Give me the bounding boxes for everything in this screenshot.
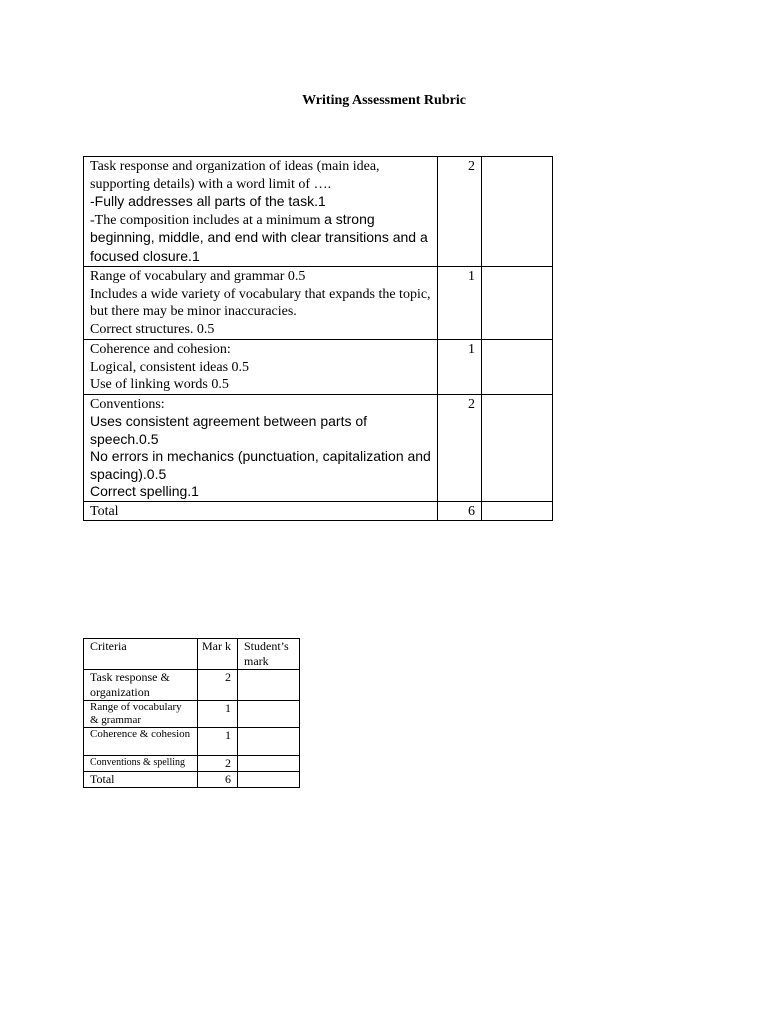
total-row: [84, 501, 553, 521]
criterion-detail-part: -The composition includes at a minimum: [90, 212, 321, 228]
criterion-detail: Correct spelling.1: [90, 483, 199, 499]
criterion-heading: Range of vocabulary and grammar 0.5: [90, 269, 306, 284]
mark-cell: 1: [438, 267, 482, 340]
summary-header-row: [84, 639, 300, 670]
student-mark-cell[interactable]: [482, 267, 553, 340]
table-row: [84, 340, 553, 395]
criterion-detail: [90, 211, 431, 267]
student-mark-header: Student’s mark: [238, 639, 300, 670]
criterion-cell: [84, 340, 438, 395]
student-mark-cell[interactable]: [238, 756, 300, 772]
mark-cell: 6: [198, 772, 238, 788]
criterion-detail: Uses consistent agreement between parts of speech.0.5: [90, 413, 368, 447]
total-mark: 6: [438, 501, 482, 521]
table-row: [84, 701, 300, 728]
criteria-cell: Conventions & spelling: [84, 756, 198, 772]
criterion-heading: Conventions:: [90, 396, 165, 412]
student-mark-cell[interactable]: [238, 728, 300, 756]
mark-cell: 2: [438, 157, 482, 267]
rubric-table: [83, 156, 553, 521]
criterion-detail: Includes a wide variety of vocabulary that expands the topic, but there may be minor inaccuracies.: [90, 286, 431, 319]
criteria-cell: Range of vocabulary & grammar: [84, 701, 198, 728]
mark-cell: 2: [438, 394, 482, 501]
table-row: [84, 728, 300, 756]
criterion-cell: [84, 394, 438, 501]
criterion-detail-part: a strong beginning, middle, and end with clear transitions and a focused closure.1: [90, 210, 428, 264]
table-row: [84, 157, 553, 267]
mark-cell: 1: [198, 701, 238, 728]
criterion-cell: [84, 267, 438, 340]
mark-cell: 2: [198, 756, 238, 772]
total-student-mark[interactable]: [482, 501, 553, 521]
criterion-heading: Coherence and cohesion:: [90, 342, 231, 357]
criterion-detail: Correct structures. 0.5: [90, 321, 215, 337]
student-mark-cell[interactable]: [238, 701, 300, 728]
table-row: [84, 670, 300, 701]
criterion-detail: Logical, consistent ideas 0.5: [90, 359, 250, 375]
criterion-detail: -Fully addresses all parts of the task.1: [90, 193, 326, 209]
student-mark-cell[interactable]: [238, 670, 300, 701]
student-mark-cell[interactable]: [482, 394, 553, 501]
summary-table: [83, 638, 300, 788]
total-row: [84, 772, 300, 788]
document-title: Writing Assessment Rubric: [302, 93, 466, 108]
criteria-cell: Task response & organization: [84, 670, 198, 701]
criteria-cell: Coherence & cohesion: [84, 728, 198, 756]
table-row: [84, 756, 300, 772]
mark-cell: 1: [438, 340, 482, 395]
student-mark-cell[interactable]: [238, 772, 300, 788]
criterion-detail: No errors in mechanics (punctuation, capitalization and spacing).0.5: [90, 448, 431, 482]
total-label: Total: [84, 501, 438, 521]
criterion-heading: Task response and organization of ideas (main idea, supporting details) with a word limit of ….: [90, 159, 380, 192]
student-mark-cell[interactable]: [482, 157, 553, 267]
table-row: [84, 394, 553, 501]
criteria-header: Criteria: [84, 639, 198, 670]
criteria-cell: Total: [84, 772, 198, 788]
table-row: [84, 267, 553, 340]
student-mark-cell[interactable]: [482, 340, 553, 395]
criterion-cell: [84, 157, 438, 267]
mark-cell: 1: [198, 728, 238, 756]
mark-header: Mar k: [198, 639, 238, 670]
mark-cell: 2: [198, 670, 238, 701]
criterion-detail: Use of linking words 0.5: [90, 377, 229, 392]
